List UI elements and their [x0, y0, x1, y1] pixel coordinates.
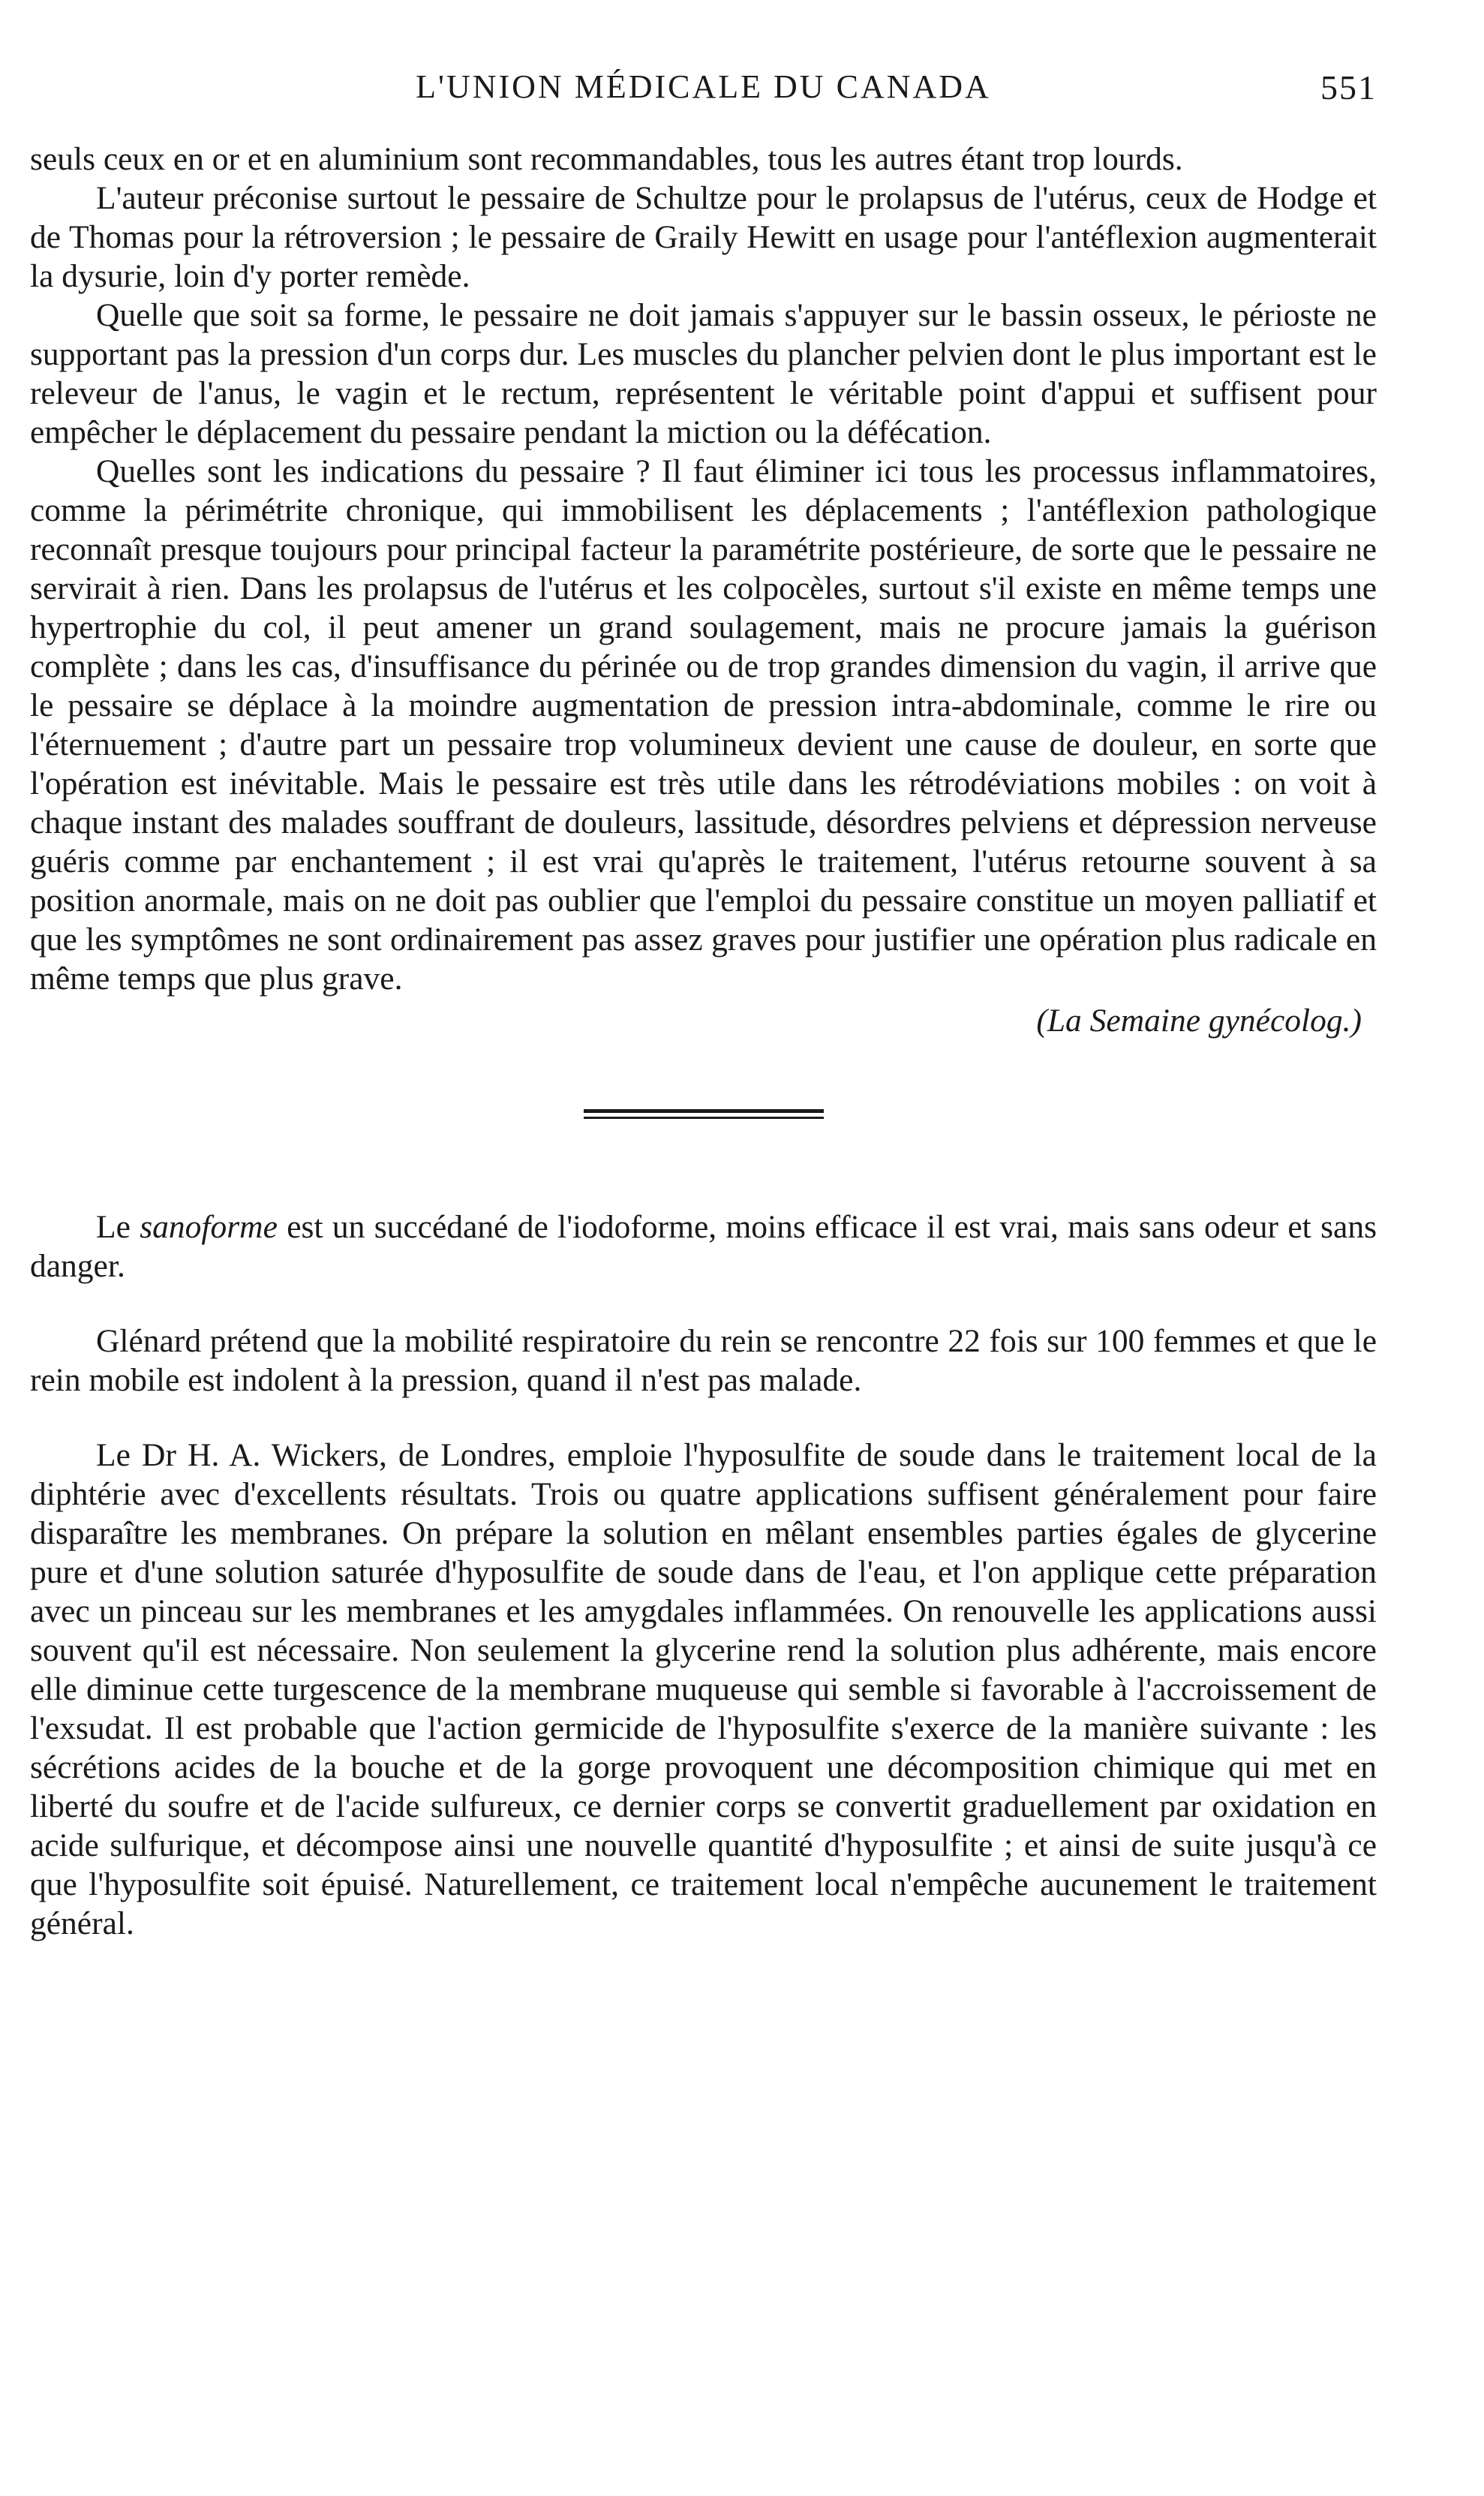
article-paragraph: Quelles sont les indications du pessaire ? Il faut éliminer ici tous les processus inflammatoires, comme la périmétrite chronique, qui immobilisent les déplacements ; l'antéflexion pathologique reconnaît presque toujours pour principal facteur la paramétrite postérieure, de sorte que le pessaire ne servirait à rien. Dans les prolapsus de l'utérus et les colpocèles, surtout s'il existe en même temps une hypertrophie du col, il peut amener un grand soulagement, mais ne procure jamais la guérison complète ; dans les cas, d'insuffisance du périnée ou de trop grandes dimension du vagin, il arrive que le pessaire se déplace à la moindre augmentation de pression intra-abdominale, comme le rire ou l'éternuement ; d'autre part un pessaire trop volumineux devient une cause de douleur, en sorte que l'opération est inévitable. Mais le pessaire est très utile dans les rétrodéviations mobiles : on voit à chaque instant des malades souffrant de douleurs, lassitude, désordres pelviens et dépression nerveuse guéris comme par enchantement ; il est vrai qu'après le traitement, l'utérus retourne souvent à sa position anormale, mais on ne doit pas oublier que l'emploi du pessaire constitue un moyen palliatif et que les symptômes ne sont ordinairement pas assez graves pour justifier une opération plus radicale en même temps que plus grave. [30, 453, 1377, 997]
journal-page [30, 68, 1377, 1943]
short-notes [30, 1207, 1377, 1943]
page-number: 551 [1320, 68, 1377, 107]
page-header [30, 68, 1377, 113]
pessaire-article [30, 140, 1377, 1040]
article-source: (La Semaine gynécolog.) [1036, 1003, 1362, 1039]
section-divider [584, 1109, 824, 1119]
article-paragraph: Quelle que soit sa forme, le pessaire ne doit jamais s'appuyer sur le bassin osseux, le périoste ne supportant pas la pression d'un corps dur. Les muscles du plancher pelvien dont le plus important est le releveur de l'anus, le vagin et le rectum, représentent le véritable point d'appui et suffisent pour empêcher le déplacement du pessaire pendant la miction ou la défécation. [30, 297, 1377, 450]
journal-title: L'UNION MÉDICALE DU CANADA [416, 68, 991, 105]
article-paragraph: seuls ceux en or et en aluminium sont recommandables, tous les autres étant trop lourds. [30, 141, 1183, 177]
note-sanoforme: Le sanoforme est un succédané de l'iodoforme, moins efficace il est vrai, mais sans odeur et sans danger. [30, 1209, 1377, 1284]
note-wickers: Le Dr H. A. Wickers, de Londres, emploie l'hyposulfite de soude dans le traitement local de la diphtérie avec d'excellents résultats. Trois ou quatre applications suffisent généralement pour faire disparaître les membranes. On prépare la solution en mêlant ensembles parties égales de glycerine pure et d'une solution saturée d'hyposulfite de soude dans de l'eau, et l'on applique cette préparation avec un pinceau sur les membranes et les amygdales inflammées. On renouvelle les applications aussi souvent qu'il est nécessaire. Non seulement la glycerine rend la solution plus adhérente, mais encore elle diminue cette turgescence de la membrane muqueuse qui semble si favorable à l'accroissement de l'exsudat. Il est probable que l'action germicide de l'hyposulfite s'exerce de la manière suivante : les sécrétions acides de la bouche et de la gorge provoquent une décomposition chimique qui met en liberté du soufre et de l'acide sulfureux, ce dernier corps se convertit graduellement par oxidation en acide sulfurique, et décompose ainsi une nouvelle quantité d'hyposulfite ; et ainsi de suite jusqu'à ce que l'hyposulfite soit épuisé. Naturellement, ce traitement local n'empêche aucunement le traitement général. [30, 1437, 1377, 1941]
article-paragraph: L'auteur préconise surtout le pessaire de Schultze pour le prolapsus de l'utérus, ceux de Hodge et de Thomas pour la rétroversion ; le pessaire de Graily Hewitt en usage pour l'antéflexion augmenterait la dysurie, loin d'y porter remède. [30, 180, 1377, 294]
note-glenard: Glénard prétend que la mobilité respiratoire du rein se rencontre 22 fois sur 100 femmes et que le rein mobile est indolent à la pression, quand il n'est pas malade. [30, 1323, 1377, 1398]
sanoforme-term: sanoforme [140, 1209, 278, 1245]
